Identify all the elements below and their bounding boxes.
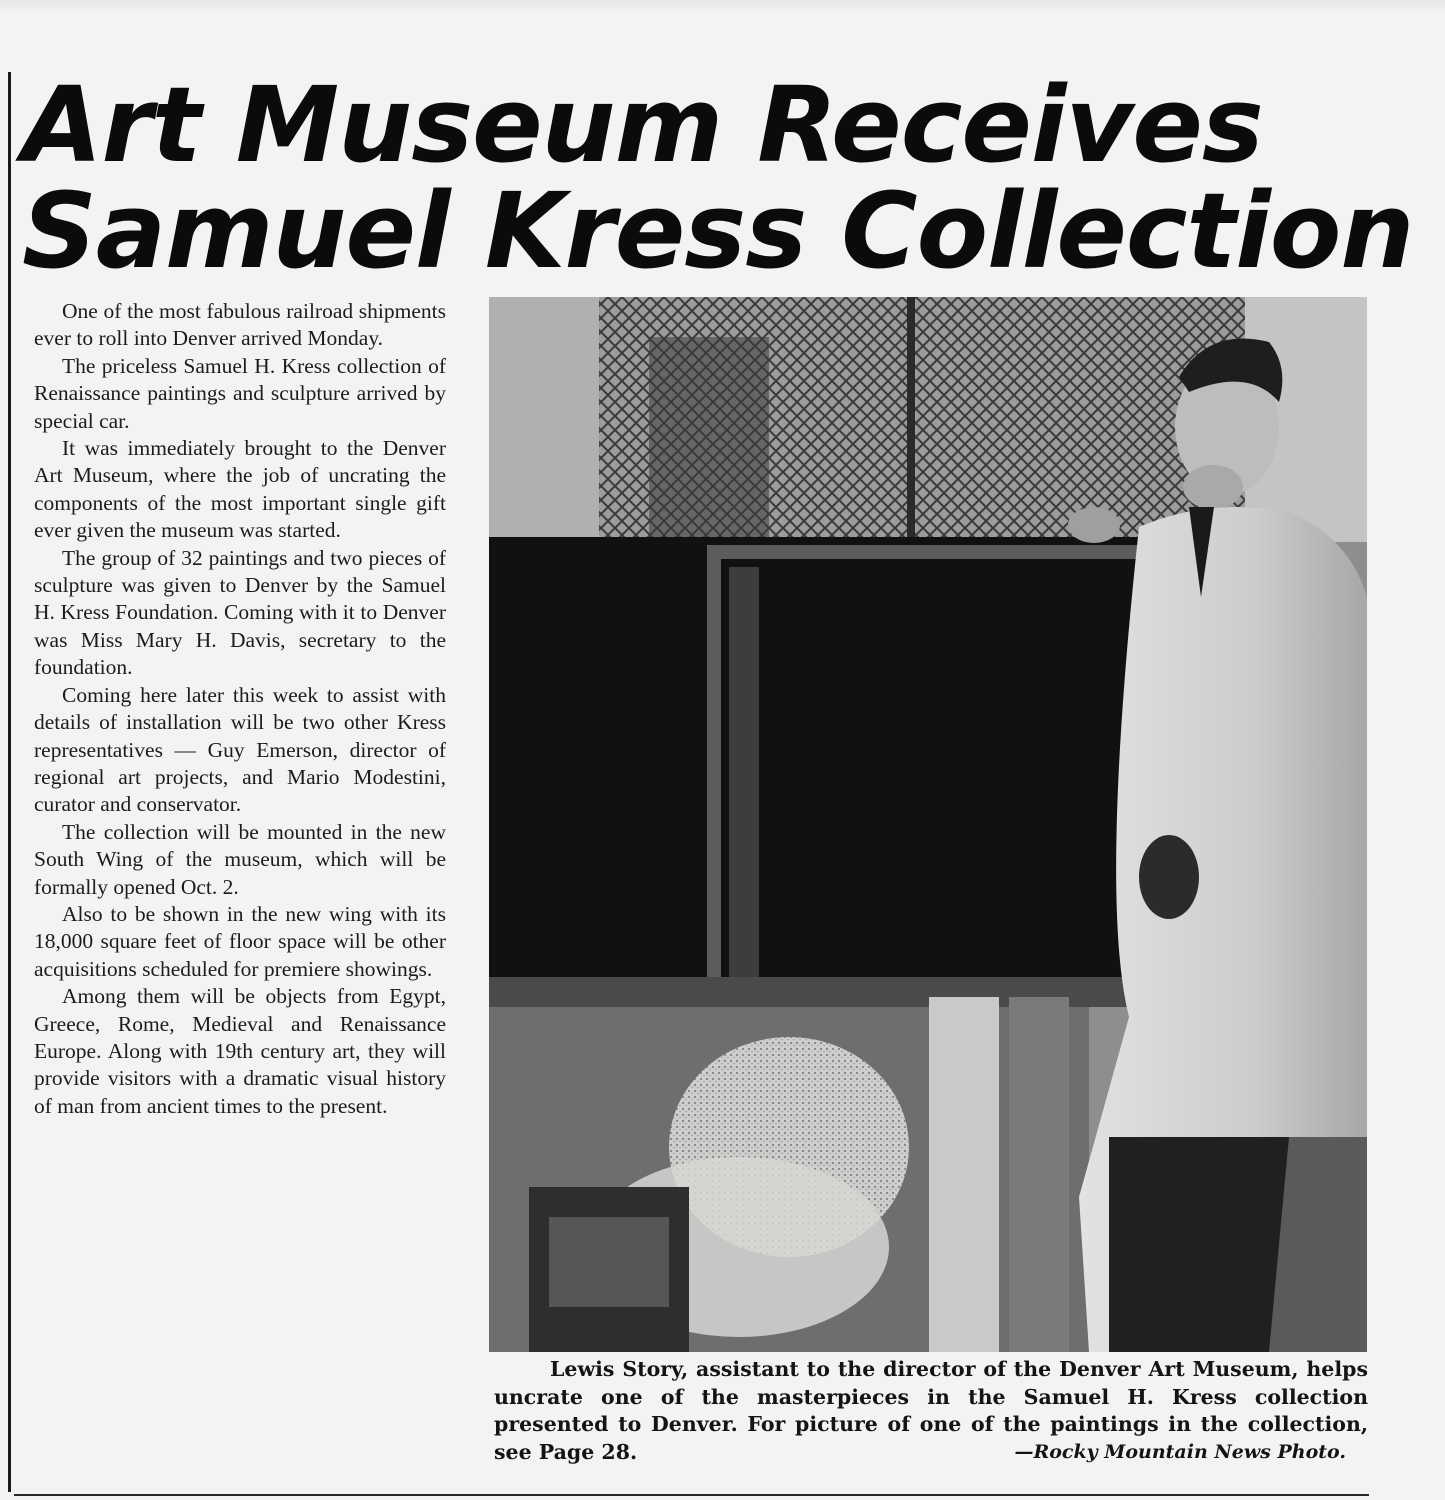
column-rule-left: [8, 72, 11, 1492]
photo-credit: —Rocky Mountain News Photo.: [1014, 1440, 1346, 1463]
photo-caption: [494, 1356, 1368, 1466]
paragraph: The collection will be mounted in the new South Wing of the museum, which will be formally opened Oct. 2.: [34, 819, 446, 899]
article-body: [34, 298, 446, 1120]
top-edge: [0, 0, 1445, 14]
headline-line-2: Samuel Kress Collection: [22, 170, 1414, 292]
headline-line-1: Art Museum Receives: [22, 64, 1263, 186]
paragraph: Among them will be objects from Egypt, Greece, Rome, Medieval and Renaissance Europe. Along with 19th century art, they will provide visitors with a dramatic visual history of man from ancient times to the present.: [34, 984, 446, 1118]
paragraph: The priceless Samuel H. Kress collection of Renaissance paintings and sculpture arrived by special car.: [34, 353, 446, 433]
headline: [22, 64, 1422, 292]
photo-illustration: [489, 297, 1367, 1352]
caption-text: Lewis Story, assistant to the director of the Denver Art Museum, helps uncrate one of the masterpieces in the Samuel H. Kress collection presented to Denver. For picture of one of the paintings in the collection, see Page 28.: [494, 1357, 1368, 1464]
paragraph: The group of 32 paintings and two pieces of sculpture was given to Denver by the Samuel H. Kress Foundation. Coming with it to Denver was Miss Mary H. Davis, secretary to the foundation.: [34, 545, 446, 680]
paragraph: One of the most fabulous railroad shipments ever to roll into Denver arrived Monday.: [34, 299, 446, 351]
bottom-rule: [14, 1494, 1369, 1496]
paragraph: Coming here later this week to assist with details of installation will be two other Kress representatives — Guy Emerson, director of regional art projects, and Mario Modestini, curator and conservator.: [34, 682, 446, 817]
paragraph: It was immediately brought to the Denver Art Museum, where the job of uncrating the components of the most important single gift ever given the museum was started.: [34, 436, 446, 543]
paragraph: Also to be shown in the new wing with its 18,000 square feet of floor space will be other acquisitions scheduled for premiere showings.: [34, 901, 446, 981]
news-photo: [489, 297, 1367, 1352]
